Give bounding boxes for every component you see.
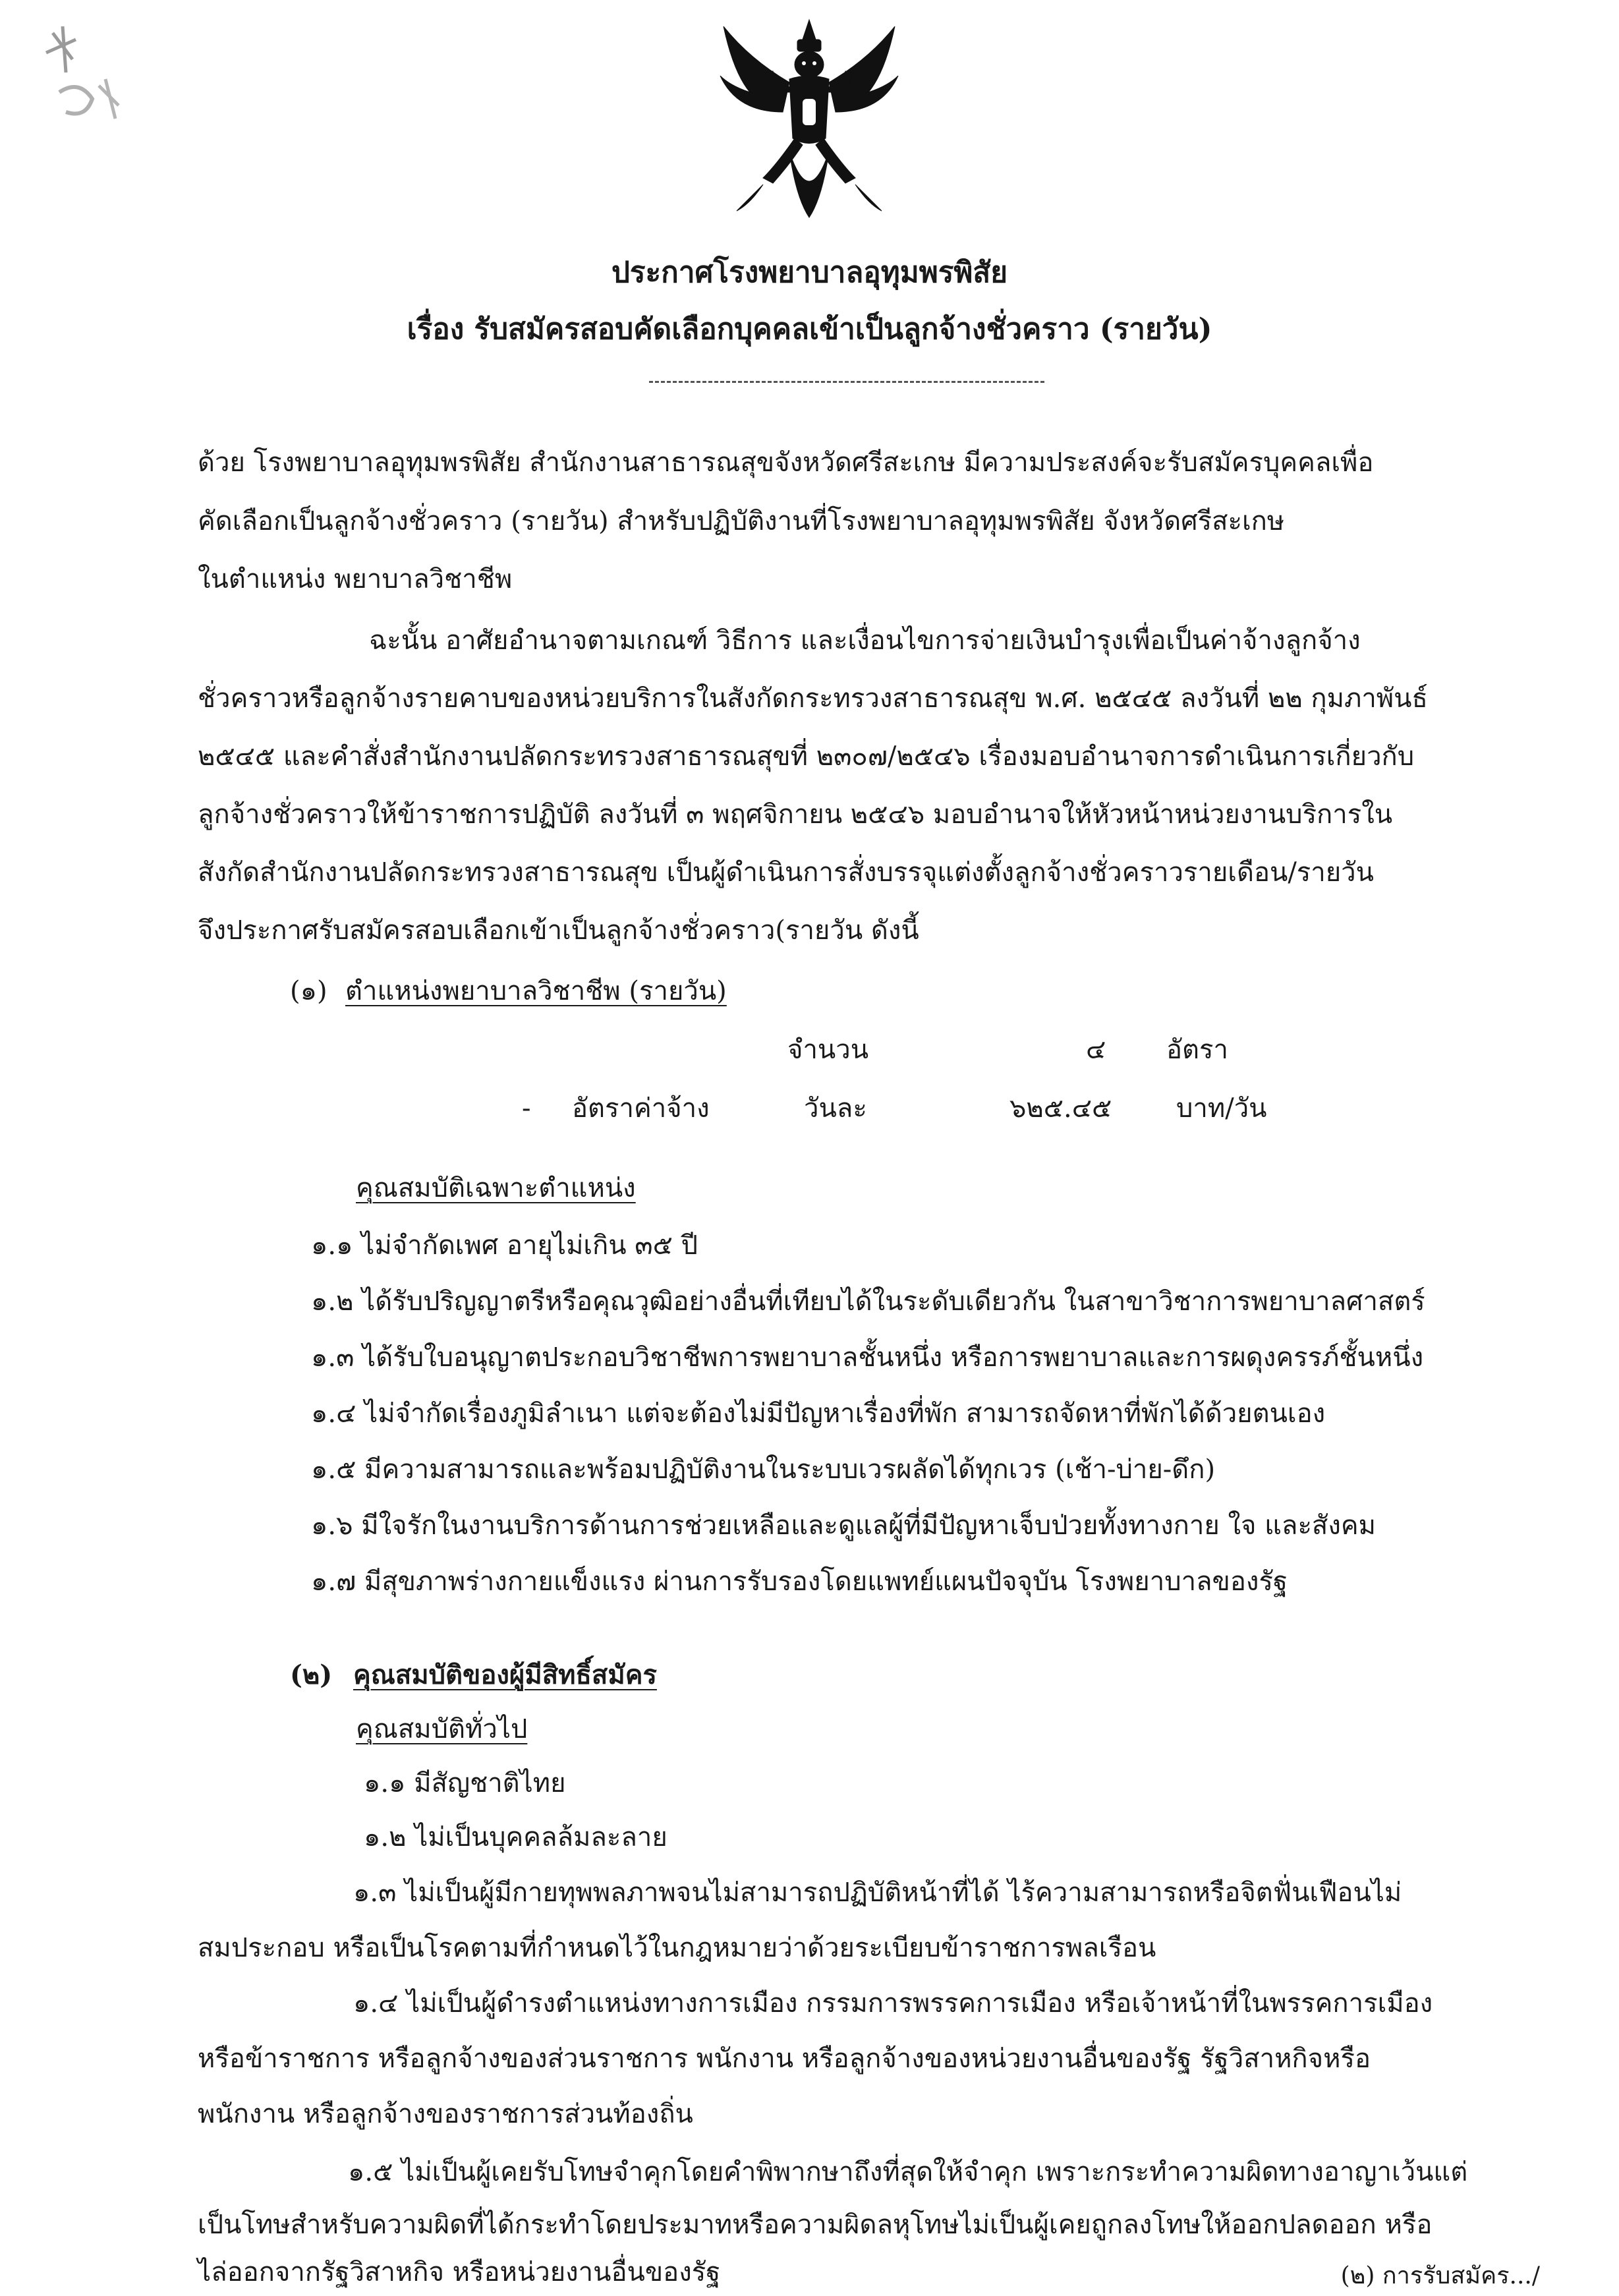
qual-item-1-2: ๑.๒ ได้รับปริญญาตรีหรือคุณวุฒิอย่างอื่นที่เทียบได้ในระดับเดียวกัน ในสาขาวิชาการพยาบาลศาสตร์ [311, 1286, 1425, 1317]
specific-qualifications-heading: คุณสมบัติเฉพาะตำแหน่ง [356, 1173, 636, 1203]
count-unit: อัตรา [1166, 1035, 1228, 1065]
title-divider [649, 381, 1044, 383]
document-subject: เรื่อง รับสมัครสอบคัดเลือกบุคคลเข้าเป็นลูกจ้างชั่วคราว (รายวัน) [407, 312, 1212, 346]
authority-line-5: สังกัดสำนักงานปลัดกระทรวงสาธารณสุข เป็นผู้ดำเนินการสั่งบรรจุแต่งตั้งลูกจ้างชั่วคราวรายเดือน/รายวัน [198, 857, 1374, 888]
garuda-emblem-icon [710, 13, 908, 224]
general-item-1-1: ๑.๑ มีสัญชาติไทย [364, 1768, 566, 1798]
general-item-1-3-line-1: ๑.๓ ไม่เป็นผู้มีกายทุพพลภาพจนไม่สามารถปฏิบัติหน้าที่ได้ ไร้ความสามารถหรือจิตฟั่นเฟือนไม่ [353, 1878, 1402, 1908]
wage-dash: - [522, 1093, 531, 1124]
qual-item-1-6: ๑.๖ มีใจรักในงานบริการด้านการช่วยเหลือและดูแลผู้ที่มีปัญหาเจ็บป่วยทั้งทางกาย ใจ และสังคม [311, 1510, 1376, 1541]
handwritten-mark [26, 13, 132, 125]
qual-item-1-7: ๑.๗ มีสุขภาพร่างกายแข็งแรง ผ่านการรับรองโดยแพทย์แผนปัจจุบัน โรงพยาบาลของรัฐ [311, 1566, 1288, 1597]
general-item-1-5-line-3: ไล่ออกจากรัฐวิสาหกิจ หรือหน่วยงานอื่นของรัฐ [198, 2257, 721, 2287]
intro-line-3: ในตำแหน่ง พยาบาลวิชาชีพ [198, 564, 513, 594]
general-item-1-2: ๑.๒ ไม่เป็นบุคคลล้มละลาย [364, 1822, 667, 1852]
authority-line-3: ๒๕๔๕ และคำสั่งสำนักงานปลัดกระทรวงสาธารณสุขที่ ๒๓๐๗/๒๕๔๖ เรื่องมอบอำนาจการดำเนินการเกี่ยวกับ [198, 741, 1415, 772]
section-2-heading: คุณสมบัติของผู้มีสิทธิ์สมัคร [353, 1659, 657, 1690]
authority-line-6: จึงประกาศรับสมัครสอบเลือกเข้าเป็นลูกจ้างชั่วคราว(รายวัน ดังนี้ [198, 915, 919, 946]
qual-item-1-4: ๑.๔ ไม่จำกัดเรื่องภูมิลำเนา แต่จะต้องไม่มีปัญหาเรื่องที่พัก สามารถจัดหาที่พักได้ด้วยตนเอง [311, 1398, 1326, 1429]
general-item-1-5-line-1: ๑.๕ ไม่เป็นผู้เคยรับโทษจำคุกโดยคำพิพากษาถึงที่สุดให้จำคุก เพราะกระทำความผิดทางอาญาเว้นแต่ [348, 2157, 1468, 2187]
general-item-1-4-line-3: พนักงาน หรือลูกจ้างของราชการส่วนท้องถิ่น [198, 2099, 693, 2129]
general-item-1-5-line-2: เป็นโทษสำหรับความผิดที่ได้กระทำโดยประมาทหรือความผิดลหุโทษไม่เป็นผู้เคยถูกลงโทษให้ออกปลดออก หรือ [198, 2210, 1433, 2240]
general-item-1-4-line-2: หรือข้าราชการ หรือลูกจ้างของส่วนราชการ พนักงาน หรือลูกจ้างของหน่วยงานอื่นของรัฐ รัฐวิสาหกิจหรือ [198, 2044, 1371, 2074]
qual-item-1-1: ๑.๑ ไม่จำกัดเพศ อายุไม่เกิน ๓๕ ปี [311, 1230, 698, 1261]
authority-line-2: ชั่วคราวหรือลูกจ้างรายคาบของหน่วยบริการในสังกัดกระทรวงสาธารณสุข พ.ศ. ๒๕๔๕ ลงวันที่ ๒๒ กุมภาพันธ์ [198, 683, 1428, 714]
general-item-1-3-line-2: สมประกอบ หรือเป็นโรคตามที่กำหนดไว้ในกฎหมายว่าด้วยระเบียบข้าราชการพลเรือน [198, 1933, 1156, 1963]
wage-per: วันละ [804, 1093, 867, 1124]
wage-label: อัตราค่าจ้าง [572, 1093, 710, 1124]
section-2-number: (๒) [290, 1659, 333, 1690]
document-title: ประกาศโรงพยาบาลอุทุมพรพิสัย [611, 256, 1008, 289]
continued-note: (๒) การรับสมัคร.../ [1340, 2262, 1540, 2289]
qual-item-1-5: ๑.๕ มีความสามารถและพร้อมปฏิบัติงานในระบบเวรผลัดได้ทุกเวร (เช้า-บ่าย-ดึก) [311, 1454, 1216, 1485]
wage-unit: บาท/วัน [1176, 1093, 1267, 1124]
section-1-heading: ตำแหน่งพยาบาลวิชาชีพ (รายวัน) [345, 976, 727, 1006]
section-1-number: (๑) [290, 976, 327, 1006]
count-label: จำนวน [787, 1035, 869, 1065]
authority-line-1: ฉะนั้น อาศัยอำนาจตามเกณฑ์ วิธีการ และเงื่อนไขการจ่ายเงินบำรุงเพื่อเป็นค่าจ้างลูกจ้าง [369, 625, 1361, 656]
authority-line-4: ลูกจ้างชั่วคราวให้ข้าราชการปฏิบัติ ลงวันที่ ๓ พฤศจิกายน ๒๕๔๖ มอบอำนาจให้หัวหน้าหน่วยงานบริการใน [198, 799, 1393, 830]
wage-value: ๖๒๕.๔๕ [1009, 1093, 1112, 1124]
intro-line-1: ด้วย โรงพยาบาลอุทุมพรพิสัย สำนักงานสาธารณสุขจังหวัดศรีสะเกษ มีความประสงค์จะรับสมัครบุคคลเพื่อ [198, 447, 1374, 478]
general-qualifications-heading: คุณสมบัติทั่วไป [356, 1714, 528, 1744]
count-value: ๔ [1086, 1035, 1106, 1065]
qual-item-1-3: ๑.๓ ได้รับใบอนุญาตประกอบวิชาชีพการพยาบาลชั้นหนึ่ง หรือการพยาบาลและการผดุงครรภ์ชั้นหนึ่ง [311, 1342, 1424, 1373]
general-item-1-4-line-1: ๑.๔ ไม่เป็นผู้ดำรงตำแหน่งทางการเมือง กรรมการพรรคการเมือง หรือเจ้าหน้าที่ในพรรคการเมือง [353, 1988, 1433, 2019]
intro-line-2: คัดเลือกเป็นลูกจ้างชั่วคราว (รายวัน) สำหรับปฏิบัติงานที่โรงพยาบาลอุทุมพรพิสัย จังหวัดศรีสะเกษ [198, 506, 1285, 536]
